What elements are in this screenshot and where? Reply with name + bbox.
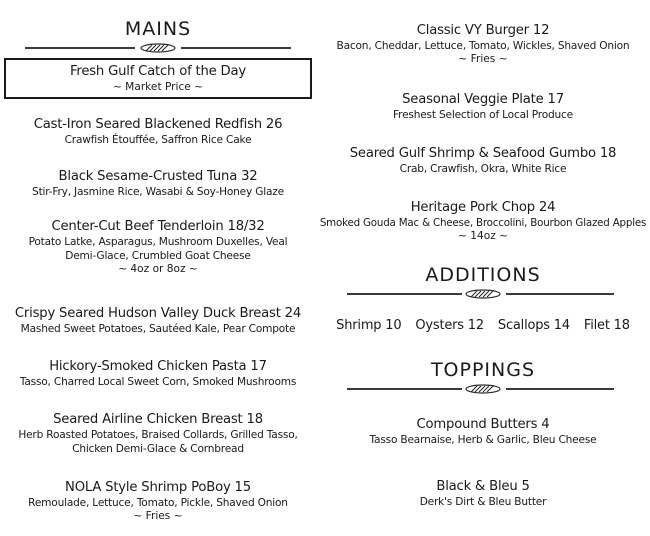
menu-item: NOLA Style Shrimp PoBoy 15 Remoulade, Lettuce, Tomato, Pickle, Shaved Onion ~ Fries ~ xyxy=(28,480,288,522)
menu-item: Hickory-Smoked Chicken Pasta 17 Tasso, Charred Local Sweet Corn, Smoked Mushrooms xyxy=(19,359,297,388)
addition-item: Filet 18 xyxy=(583,318,630,333)
featured-item-price: ~ Market Price ~ xyxy=(112,81,204,93)
menu-item: Cast-Iron Seared Blackened Redfish 26 Crawfish Étouffée, Saffron Rice Cake xyxy=(33,117,283,146)
menu-item: Seared Airline Chicken Breast 18 Herb Roasted Potatoes, Braised Collards, Grilled Tasso, Chicken Demi-Glace & Cornbread xyxy=(18,412,298,455)
topping-item: Compound Butters 4 Tasso Bearnaise, Herb & Garlic, Bleu Cheese xyxy=(369,417,597,446)
toppings-heading: TOPPINGS xyxy=(430,359,536,381)
menu-item: Seared Gulf Shrimp & Seafood Gumbo 18 Crab, Crawfish, Okra, White Rice xyxy=(349,146,617,175)
menu-item: Crispy Seared Hudson Valley Duck Breast 24 Mashed Sweet Potatoes, Sautéed Kale, Pear Compote xyxy=(14,306,302,335)
featured-item-name: Fresh Gulf Catch of the Day xyxy=(69,64,246,79)
menu-item: Classic VY Burger 12 Bacon, Cheddar, Lettuce, Tomato, Wickles, Shaved Onion ~ Fries ~ xyxy=(336,23,630,65)
menu-item: Center-Cut Beef Tenderloin 18/32 Potato Latke, Asparagus, Mushroom Duxelles, Veal Demi-Glace, Crumbled Goat Cheese ~ 4oz or 8oz ~ xyxy=(28,219,288,275)
topping-item: Black & Bleu 5 Derk's Dirt & Bleu Butter xyxy=(419,479,547,508)
addition-item: Shrimp 10 xyxy=(336,318,402,333)
addition-item: Scallops 14 xyxy=(497,318,570,333)
menu-item: Seasonal Veggie Plate 17 Freshest Selection of Local Produce xyxy=(393,92,573,121)
menu-item: Black Sesame-Crusted Tuna 32 Stir-Fry, Jasmine Rice, Wasabi & Soy-Honey Glaze xyxy=(32,169,284,198)
menu-item: Heritage Pork Chop 24 Smoked Gouda Mac & Cheese, Broccolini, Bourbon Glazed Apples ~ 14oz ~ xyxy=(319,200,647,242)
addition-item: Oysters 12 xyxy=(415,318,484,333)
mains-heading: MAINS xyxy=(124,18,192,40)
additions-heading: ADDITIONS xyxy=(425,264,541,286)
